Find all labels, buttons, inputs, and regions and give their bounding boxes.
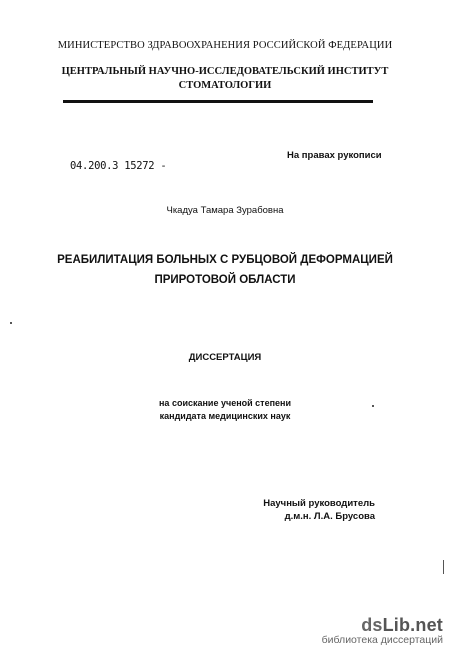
manuscript-rights-note: На правах рукописи — [287, 150, 382, 161]
header-divider — [63, 100, 373, 103]
advisor-role: Научный руководитель — [263, 498, 375, 509]
scan-speck — [372, 405, 374, 407]
document-type: ДИССЕРТАЦИЯ — [188, 352, 262, 363]
title-line-2: ПРИРОТОВОЙ ОБЛАСТИ — [154, 274, 296, 286]
dslib-watermark — [283, 615, 443, 646]
degree-line-2: кандидата медицинских наук — [159, 411, 291, 421]
scientific-advisor — [230, 497, 375, 523]
title-line-1: РЕАБИЛИТАЦИЯ БОЛЬНЫХ С РУБЦОВОЙ ДЕФОРМАЦИЕЙ — [57, 254, 393, 266]
ministry-name: МИНИСТЕРСТВО ЗДРАВООХРАНЕНИЯ РОССИЙСКОЙ ФЕДЕРАЦИИ — [57, 40, 393, 51]
institute-line-2: СТОМАТОЛОГИИ — [178, 80, 272, 91]
dslib-subtitle: библиотека диссертаций — [321, 634, 443, 646]
dissertation-title — [30, 250, 420, 290]
degree-statement — [0, 397, 450, 423]
degree-line-1: на соискание ученой степени — [159, 398, 291, 408]
author-name: Чкадуа Тамара Зурабовна — [166, 205, 284, 216]
advisor-name: д.м.н. Л.А. Брусова — [284, 511, 375, 522]
dslib-logo: dsLib.net — [361, 615, 443, 635]
institute-name — [60, 65, 390, 93]
scan-edge-mark — [443, 560, 444, 574]
catalog-stamp: 04.200.3 15272 - — [70, 160, 167, 172]
institute-line-1: ЦЕНТРАЛЬНЫЙ НАУЧНО-ИССЛЕДОВАТЕЛЬСКИЙ ИНСТИТУТ — [61, 66, 389, 77]
scan-speck — [10, 322, 12, 324]
